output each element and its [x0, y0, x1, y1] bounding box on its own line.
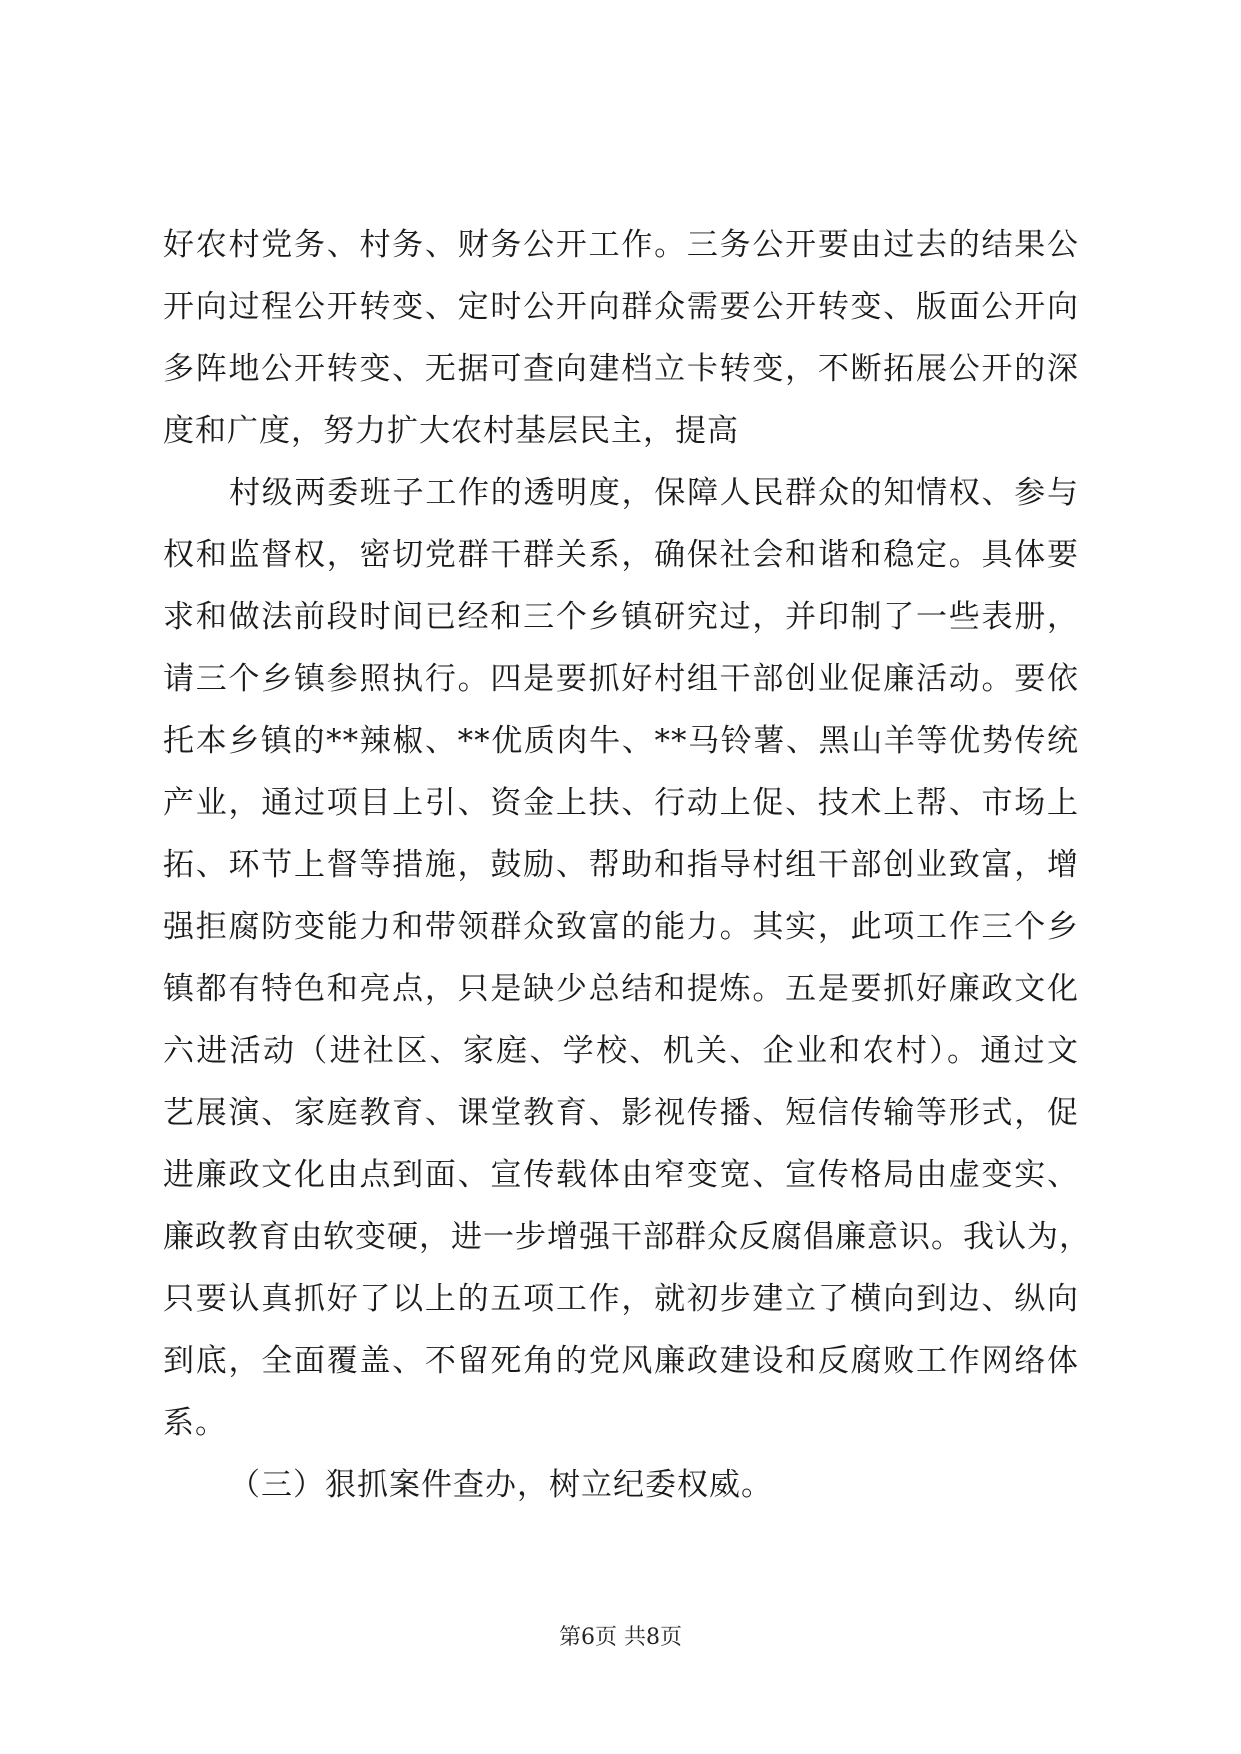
text-line: 只要认真抓好了以上的五项工作，就初步建立了横向到边、纵向 [163, 1281, 1079, 1317]
text-line: 求和做法前段时间已经和三个乡镇研究过，并印制了一些表册， [163, 599, 1079, 635]
text-line: 度和广度，努力扩大农村基层民主，提高 [163, 413, 739, 449]
text-line: 产业，通过项目上引、资金上扶、行动上促、技术上帮、市场上 [163, 785, 1079, 821]
text-line: 艺展演、家庭教育、课堂教育、影视传播、短信传输等形式，促 [163, 1095, 1079, 1131]
paragraph-2 [163, 475, 1091, 1470]
text-line: 多阵地公开转变、无据可查向建档立卡转变，不断拓展公开的深 [163, 351, 1079, 387]
text-line: 托本乡镇的**辣椒、**优质肉牛、**马铃薯、黑山羊等优势传统 [163, 723, 1079, 759]
document-body [163, 227, 1091, 1532]
text-line: 权和监督权，密切党群干群关系，确保社会和谐和稳定。具体要 [163, 537, 1079, 573]
text-line: 请三个乡镇参照执行。四是要抓好村组干部创业促廉活动。要依 [163, 661, 1079, 697]
text-line: 拓、环节上督等措施，鼓励、帮助和指导村组干部创业致富，增 [163, 847, 1079, 883]
text-line: 村级两委班子工作的透明度，保障人民群众的知情权、参与 [229, 475, 1079, 511]
text-line: 到底，全面覆盖、不留死角的党风廉政建设和反腐败工作网络体 [163, 1343, 1079, 1379]
text-line: 开向过程公开转变、定时公开向群众需要公开转变、版面公开向 [163, 289, 1079, 325]
text-line: 系。 [163, 1405, 227, 1441]
text-line: 六进活动（进社区、家庭、学校、机关、企业和农村）。通过文 [163, 1033, 1079, 1069]
text-line: 进廉政文化由点到面、宣传载体由窄变宽、宣传格局由虚变实、 [163, 1157, 1079, 1193]
page-number: 第6页 共8页 [559, 1625, 682, 1650]
text-line: 镇都有特色和亮点，只是缺少总结和提炼。五是要抓好廉政文化 [163, 971, 1079, 1007]
text-line: 廉政教育由软变硬，进一步增强干部群众反腐倡廉意识。我认为， [163, 1219, 1091, 1255]
text-line: 强拒腐防变能力和带领群众致富的能力。其实，此项工作三个乡 [163, 909, 1079, 945]
section-heading: （三）狠抓案件查办，树立纪委权威。 [229, 1467, 773, 1503]
text-line: 好农村党务、村务、财务公开工作。三务公开要由过去的结果公 [163, 227, 1079, 263]
paragraph-1 [163, 227, 1079, 478]
